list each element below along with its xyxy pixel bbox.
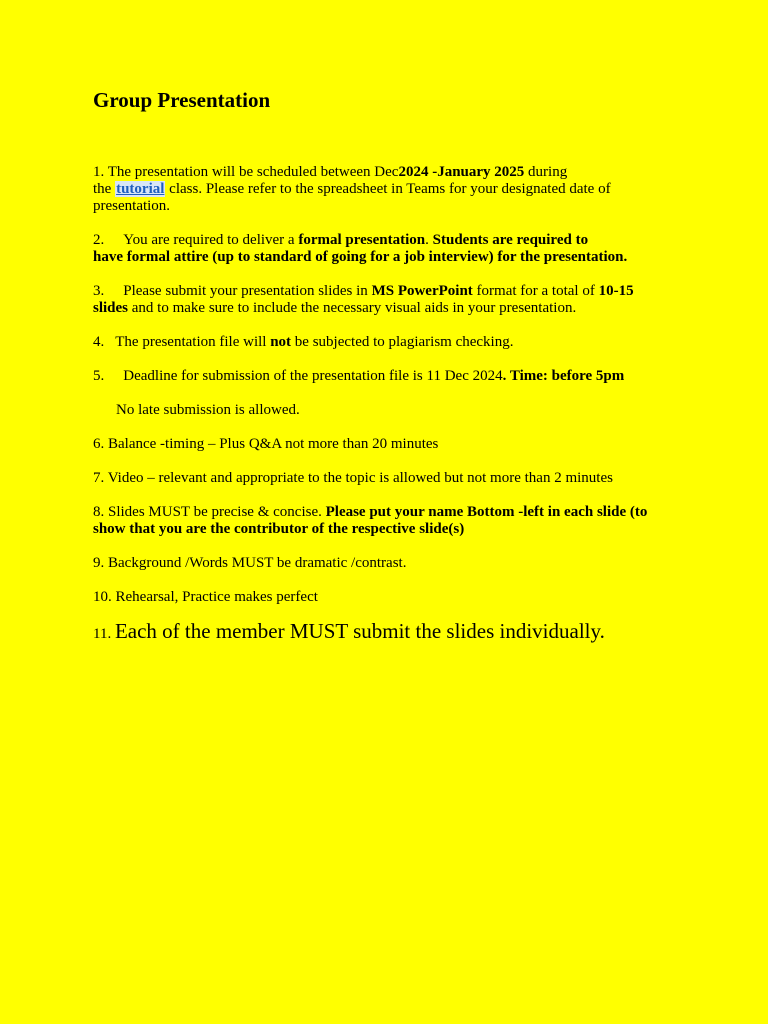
item-5-number: 5. [93, 368, 105, 384]
item-4-text-2: be subjected to plagiarism checking. [291, 334, 514, 350]
item-10-text: 10. Rehearsal, Practice makes perfect [93, 589, 318, 605]
item-7-text: 7. Video – relevant and appropriate to the topic is allowed but not more than 2 minutes [93, 470, 613, 486]
item-7 [93, 470, 693, 487]
item-1 [93, 164, 693, 215]
item-4 [93, 334, 693, 351]
item-8 [93, 504, 693, 538]
item-6-text: 6. Balance -timing – Plus Q&A not more than 20 minutes [93, 436, 439, 452]
item-1-text-class: class. Please refer to the spreadsheet in Teams for your designated date of [165, 181, 611, 197]
item-3-text: Please submit your presentation slides in [123, 283, 372, 299]
item-4-text: The presentation file will [115, 334, 271, 350]
item-5-text: Deadline for submission of the presentation file is 11 Dec 2024 [123, 368, 503, 384]
item-1-text: 1. The presentation will be scheduled between Dec [93, 164, 399, 180]
item-1-dates: 2024 -January 2025 [398, 164, 525, 180]
item-5-note-text: No late submission is allowed. [116, 402, 300, 418]
item-3-slides: slides [93, 300, 129, 316]
item-8-bold-text: Please put your name Bottom -left in each slide (to [325, 504, 648, 520]
item-11-text: Each of the member MUST submit the slides individually. [114, 619, 605, 643]
tutorial-link[interactable]: tutorial [116, 181, 165, 197]
item-3-line-2 [93, 300, 693, 317]
item-3-line-1 [93, 283, 693, 300]
item-8-line-1 [93, 504, 693, 521]
item-2-bold-text: Students are required to [432, 232, 589, 248]
item-5-line-1 [93, 368, 693, 385]
item-1-text-during: during [524, 164, 568, 180]
item-3-format: MS PowerPoint [371, 283, 473, 299]
item-8-line-2: show that you are the contributor of the respective slide(s) [93, 521, 465, 537]
item-3-number: 3. [93, 283, 105, 299]
item-3-text-3: and to make sure to include the necessary visual aids in your presentation. [128, 300, 577, 316]
document-body [93, 164, 693, 643]
item-3-count: 10-15 [598, 283, 634, 299]
item-4-number: 4. [93, 334, 105, 350]
item-2-period: . [425, 232, 433, 248]
document-title: Group Presentation [93, 88, 271, 112]
item-2-text: You are required to deliver a [123, 232, 299, 248]
item-2-line-1 [93, 232, 693, 249]
item-5-note [93, 402, 693, 419]
item-8-text: 8. Slides MUST be precise & concise. [93, 504, 326, 520]
item-2-formal: formal presentation [298, 232, 426, 248]
item-1-line-3: presentation. [93, 198, 171, 214]
item-11-number: 11. [93, 626, 115, 642]
item-9-text: 9. Background /Words MUST be dramatic /contrast. [93, 555, 407, 571]
item-3-text-2: format for a total of [472, 283, 599, 299]
item-1-text-the: the [93, 181, 116, 197]
item-10 [93, 589, 693, 606]
item-5 [93, 368, 693, 385]
item-4-not: not [270, 334, 292, 350]
item-1-line-2 [93, 181, 693, 198]
item-3 [93, 283, 693, 317]
item-6 [93, 436, 693, 453]
item-2-line-2: have formal attire (up to standard of going for a job interview) for the presentation. [93, 249, 628, 265]
item-1-line-1 [93, 164, 693, 181]
item-4-line-1 [93, 334, 693, 351]
item-2 [93, 232, 693, 266]
item-2-number: 2. [93, 232, 105, 248]
item-5-time: . Time: before 5pm [502, 368, 625, 384]
item-11 [93, 619, 693, 643]
item-9 [93, 555, 693, 572]
